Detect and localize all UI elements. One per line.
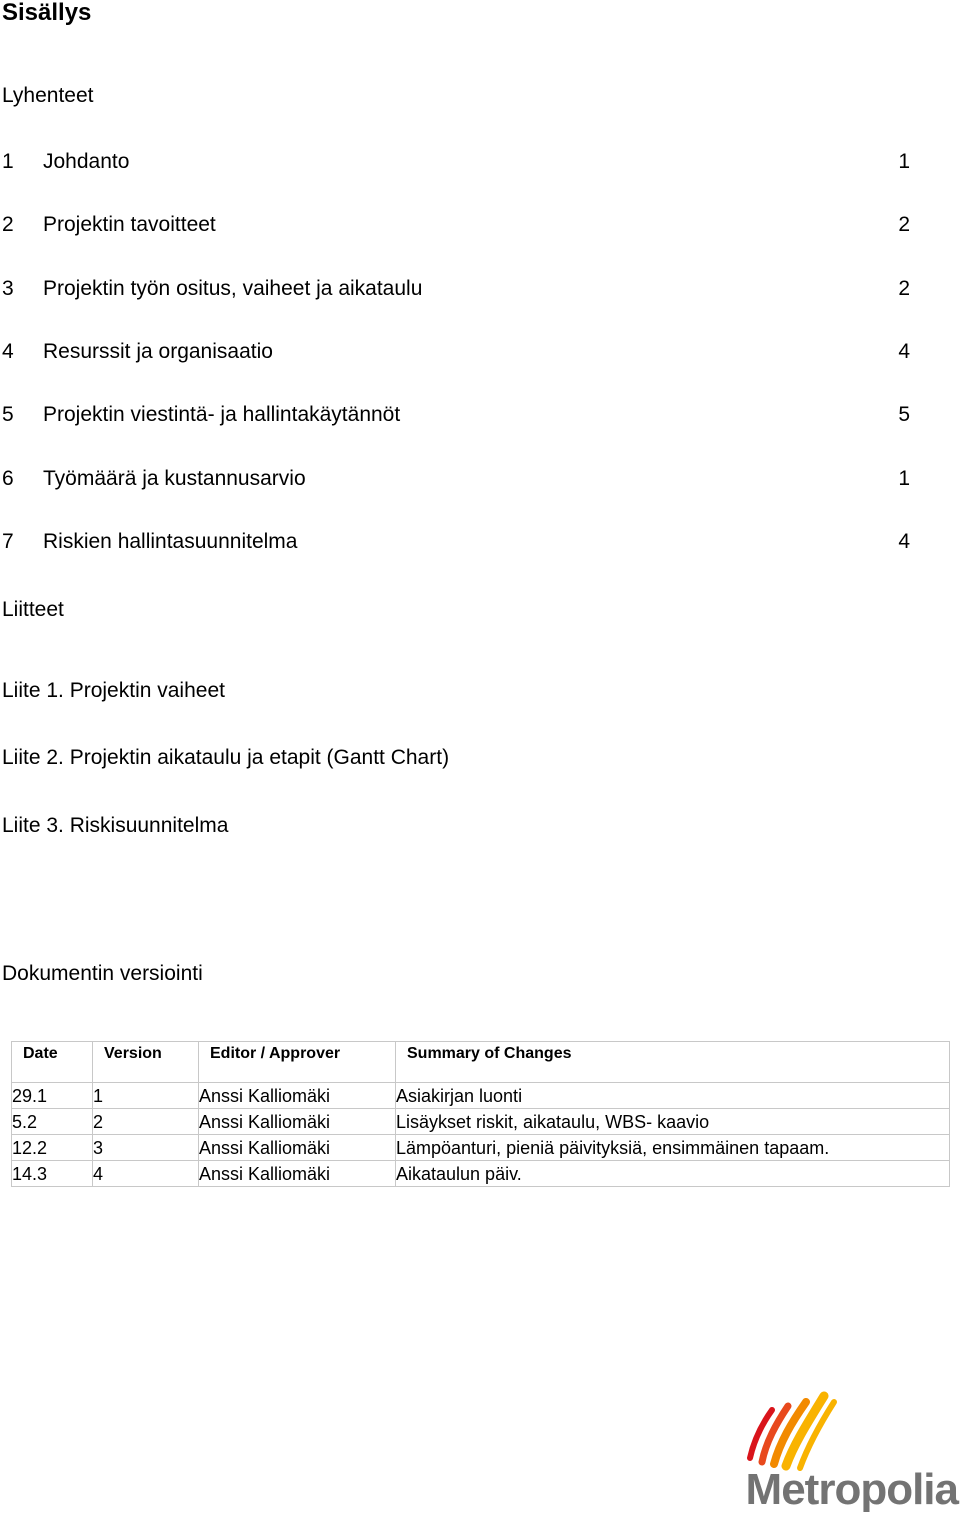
toc-entry-page: 2 xyxy=(898,277,910,300)
appendix-item[interactable]: Liite 1. Projektin vaiheet xyxy=(2,679,225,702)
toc-entry[interactable] xyxy=(0,212,910,240)
cell-summary: Asiakirjan luonti xyxy=(396,1083,950,1109)
logo-text: Metropolia xyxy=(745,1465,958,1512)
cell-version: 1 xyxy=(93,1083,199,1109)
cell-date: 5.2 xyxy=(12,1109,93,1135)
page-title: Sisällys xyxy=(2,0,92,26)
versioning-heading: Dokumentin versiointi xyxy=(2,962,203,985)
toc-entry-page: 5 xyxy=(898,403,910,426)
toc-entry[interactable] xyxy=(0,529,910,557)
toc-entry[interactable] xyxy=(0,149,910,177)
toc-entry-number: 3 xyxy=(2,277,14,300)
toc-entry-title: Projektin työn ositus, vaiheet ja aikataulu xyxy=(43,277,423,300)
toc-entry-title: Projektin viestintä- ja hallintakäytännöt xyxy=(43,403,401,426)
toc-entry-number: 5 xyxy=(2,403,14,426)
toc-entry-number: 4 xyxy=(2,340,14,363)
toc-entry[interactable] xyxy=(0,466,910,494)
toc-entry[interactable] xyxy=(0,402,910,430)
cell-version: 3 xyxy=(93,1135,199,1161)
table-row xyxy=(12,1083,950,1109)
cell-summary: Aikataulun päiv. xyxy=(396,1161,950,1187)
cell-editor: Anssi Kalliomäki xyxy=(199,1109,396,1135)
column-header-date: Date xyxy=(12,1042,93,1083)
cell-summary: Lämpöanturi, pieniä päivityksiä, ensimmäinen tapaam. xyxy=(396,1135,950,1161)
toc-entry-title: Projektin tavoitteet xyxy=(43,213,216,236)
metropolia-logo xyxy=(720,1388,960,1512)
cell-editor: Anssi Kalliomäki xyxy=(199,1161,396,1187)
cell-version: 2 xyxy=(93,1109,199,1135)
cell-date: 29.1 xyxy=(12,1083,93,1109)
table-row xyxy=(12,1109,950,1135)
cell-summary: Lisäykset riskit, aikataulu, WBS- kaavio xyxy=(396,1109,950,1135)
abbreviations-heading[interactable]: Lyhenteet xyxy=(2,84,94,107)
cell-editor: Anssi Kalliomäki xyxy=(199,1083,396,1109)
toc-entry-title: Työmäärä ja kustannusarvio xyxy=(43,467,306,490)
toc-entry-title: Johdanto xyxy=(43,150,130,173)
cell-date: 12.2 xyxy=(12,1135,93,1161)
toc-entry-page: 4 xyxy=(898,340,910,363)
toc-entry-title: Riskien hallintasuunnitelma xyxy=(43,530,298,553)
toc-entry-page: 4 xyxy=(898,530,910,553)
toc-entry[interactable] xyxy=(0,276,910,304)
column-header-editor: Editor / Approver xyxy=(199,1042,396,1083)
column-header-version: Version xyxy=(93,1042,199,1083)
toc-entry-number: 2 xyxy=(2,213,14,236)
table-header-row xyxy=(12,1042,950,1083)
cell-version: 4 xyxy=(93,1161,199,1187)
version-table xyxy=(11,1041,950,1187)
toc-entry-page: 2 xyxy=(898,213,910,236)
toc-entry-number: 6 xyxy=(2,467,14,490)
toc-entry-title: Resurssit ja organisaatio xyxy=(43,340,273,363)
column-header-summary: Summary of Changes xyxy=(396,1042,950,1083)
appendix-item[interactable]: Liite 2. Projektin aikataulu ja etapit (Gantt Chart) xyxy=(2,746,450,769)
cell-editor: Anssi Kalliomäki xyxy=(199,1135,396,1161)
table-row xyxy=(12,1161,950,1187)
table-row xyxy=(12,1135,950,1161)
toc-entry-number: 1 xyxy=(2,150,14,173)
toc-entry-page: 1 xyxy=(898,467,910,490)
cell-date: 14.3 xyxy=(12,1161,93,1187)
appendices-heading[interactable]: Liitteet xyxy=(2,598,64,621)
toc-entry[interactable] xyxy=(0,339,910,367)
appendix-item[interactable]: Liite 3. Riskisuunnitelma xyxy=(2,814,229,837)
toc-entry-number: 7 xyxy=(2,530,14,553)
toc-entry-page: 1 xyxy=(898,150,910,173)
